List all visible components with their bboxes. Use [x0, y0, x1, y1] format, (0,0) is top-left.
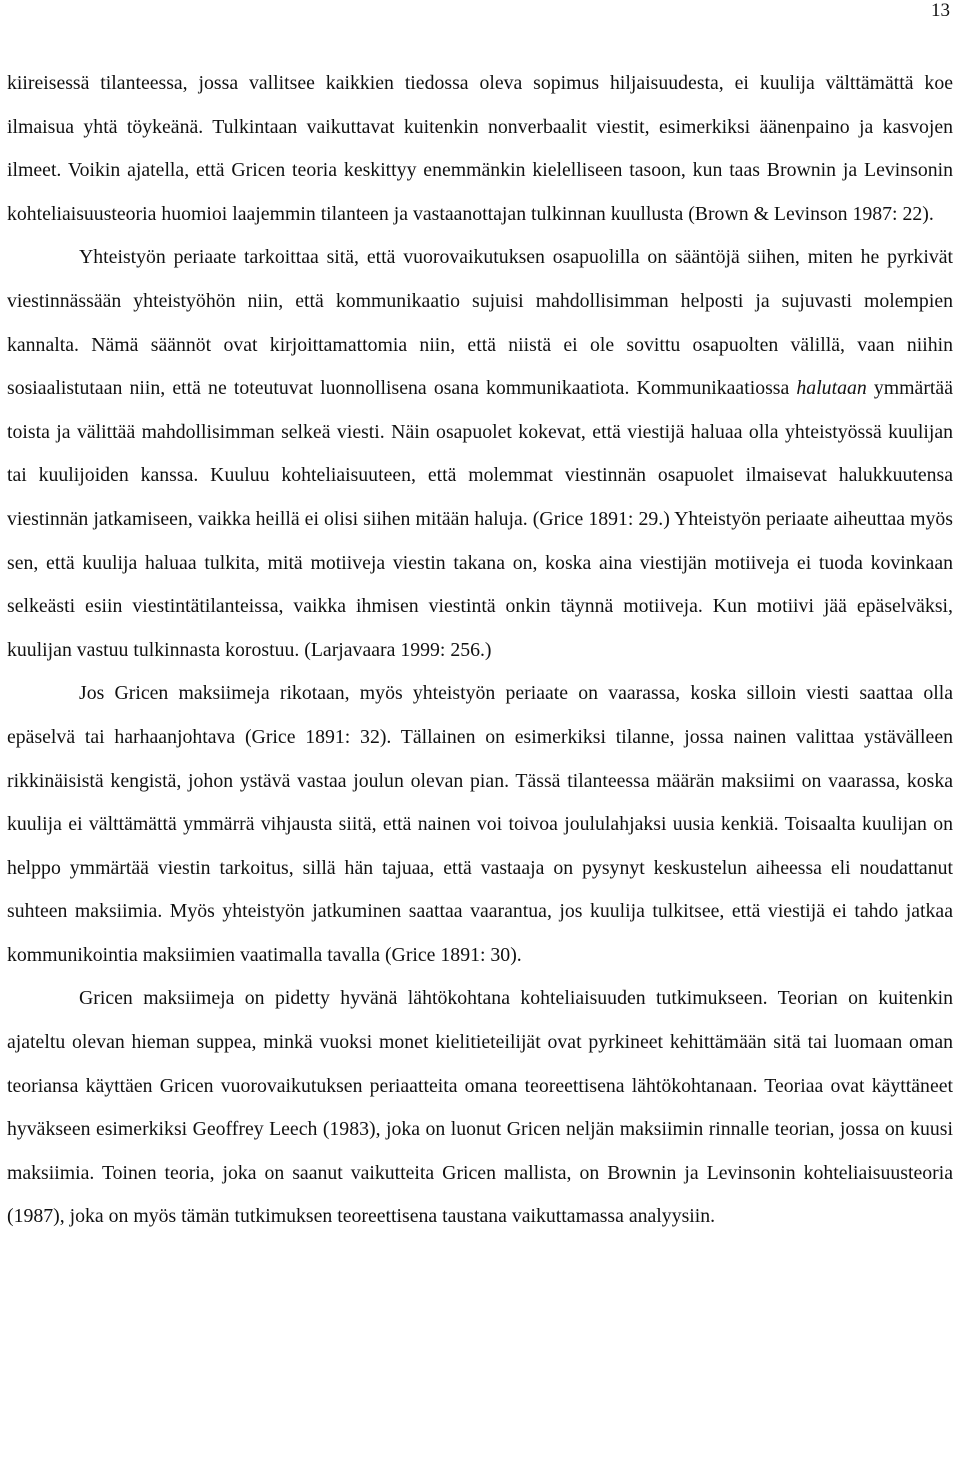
paragraph-2 — [7, 236, 953, 672]
paragraph-2-text-b: ymmärtää toista ja välittää mahdollisimman selkeä viesti. Näin osapuolet kokevat, että viestijä haluaa olla yhteistyössä kuulijan tai kuulijoiden kanssa. Kuuluu kohteliaisuuteen, että molemmat viestinnän osapuolet ilmaisevat halukkuutensa viestinnän jatkamiseen, vaikka heillä ei olisi siihen mitään haluja. (Grice 1891: 29.) Yhteistyön periaate aiheuttaa myös sen, että kuulija haluaa tulkita, mitä motiiveja viestin takana on, koska aina viestijän motiiveja ei tuoda kovinkaan selkeästi esiin viestintätilanteissa, vaikka ihmisen viestintä onkin täynnä motiiveja. Kun motiivi jää epäselväksi, kuulijan vastuu tulkinnasta korostuu. (Larjavaara 1999: 256.) — [7, 377, 953, 661]
paragraph-2-text-a: Yhteistyön periaate tarkoittaa sitä, että vuorovaikutuksen osapuolilla on sääntöjä siihen, miten he pyrkivät viestinnässään yhteistyöhön niin, että kommunikaatio sujuisi mahdollisimman helposti ja sujuvasti molempien kannalta. Nämä säännöt ovat kirjoittamattomia niin, että niistä ei ole sovittu osapuolten välillä, vaan niihin sosiaalistutaan niin, että ne toteutuvat luonnollisena osana kommunikaatiota. Kommunikaatiossa — [7, 246, 953, 400]
paragraph-1 — [7, 62, 953, 236]
paragraph-4 — [7, 977, 953, 1239]
italic-word: halutaan — [796, 377, 867, 400]
page-number: 13 — [931, 0, 950, 21]
document-body — [7, 62, 953, 1239]
paragraph-1-text: kiireisessä tilanteessa, jossa vallitsee kaikkien tiedossa oleva sopimus hiljaisuudesta, ei kuulija välttämättä koe ilmaisua yhtä töykeänä. Tulkintaan vaikuttavat kuitenkin nonverbaalit viestit, esimerkiksi äänenpaino ja kasvojen ilmeet. Voikin ajatella, että Gricen teoria keskittyy enemmänkin kielelliseen tasoon, kun taas Brownin ja Levinsonin kohteliaisuusteoria huomioi laajemmin tilanteen ja vastaanottajan tulkinnan kuullusta (Brown & Levinson 1987: 22). — [7, 72, 953, 225]
paragraph-4-text: Gricen maksiimeja on pidetty hyvänä lähtökohtana kohteliaisuuden tutkimukseen. Teorian on kuitenkin ajateltu olevan hieman suppea, minkä vuoksi monet kielitieteilijät ovat pyrkineet kehittämään sitä tai luomaan oman teoriansa käyttäen Gricen vuorovaikutuksen periaatteita omana teoreettisena lähtökohtanaan. Teoriaa ovat käyttäneet hyväkseen esimerkiksi Geoffrey Leech (1983), joka on luonut Gricen neljän maksiimin rinnalle teorian, jossa on kuusi maksiimia. Toinen teoria, joka on saanut vaikutteita Gricen mallista, on Brownin ja Levinsonin kohteliaisuusteoria (1987), joka on myös tämän tutkimuksen teoreettisena taustana vaikuttamassa analyysiin. — [7, 987, 953, 1228]
paragraph-3 — [7, 672, 953, 977]
paragraph-3-text: Jos Gricen maksiimeja rikotaan, myös yhteistyön periaate on vaarassa, koska silloin viesti saattaa olla epäselvä tai harhaanjohtava (Grice 1891: 32). Tällainen on esimerkiksi tilanne, jossa nainen valittaa ystävälleen rikkinäisistä kengistä, johon ystävä vastaa joulun olevan pian. Tässä tilanteessa määrän maksiimi on vaarassa, koska kuulija ei välttämättä ymmärrä vihjausta siitä, että nainen voi toivoa joululahjaksi uusia kenkiä. Toisaalta kuulijan on helppo ymmärtää viestin tarkoitus, sillä hän tajuaa, että vastaaja on pysynyt keskustelun aiheessa eli noudattanut suhteen maksiimia. Myös yhteistyön jatkuminen saattaa vaarantua, jos kuulija tulkitsee, että viestijä ei tahdo jatkaa kommunikointia maksiimien vaatimalla tavalla (Grice 1891: 30). — [7, 682, 953, 966]
